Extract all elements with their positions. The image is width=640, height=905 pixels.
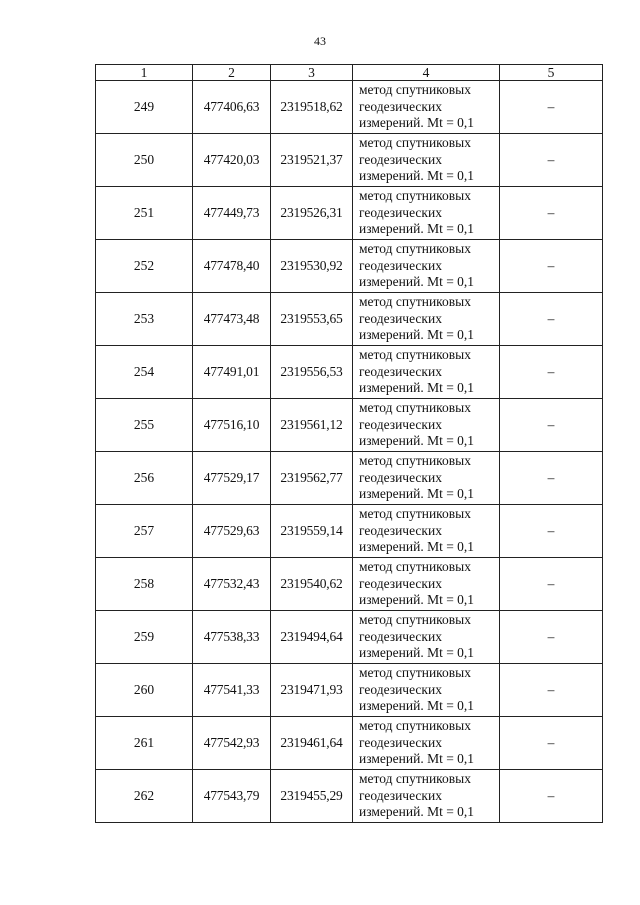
method-cell: метод спутниковых геодезических измерений. Mt = 0,1 [353,134,500,187]
header-col-5: 5 [500,65,603,81]
x-coordinate-cell: 477529,17 [193,452,271,505]
note-cell: – [500,770,603,823]
x-coordinate-cell: 477449,73 [193,187,271,240]
method-cell: метод спутниковых геодезических измерений. Mt = 0,1 [353,293,500,346]
x-coordinate-cell: 477491,01 [193,346,271,399]
x-coordinate-cell: 477541,33 [193,664,271,717]
point-number-cell: 251 [96,187,193,240]
table-row [96,452,603,505]
table-row [96,717,603,770]
y-coordinate-cell: 2319561,12 [271,399,353,452]
point-number-cell: 253 [96,293,193,346]
note-cell: – [500,81,603,134]
point-number-cell: 261 [96,717,193,770]
note-cell: – [500,664,603,717]
header-col-3: 3 [271,65,353,81]
note-cell: – [500,558,603,611]
point-number-cell: 262 [96,770,193,823]
point-number-cell: 249 [96,81,193,134]
header-col-4: 4 [353,65,500,81]
table-row [96,293,603,346]
point-number-cell: 256 [96,452,193,505]
page-number: 43 [314,34,326,48]
point-number-cell: 250 [96,134,193,187]
method-cell: метод спутниковых геодезических измерений. Mt = 0,1 [353,399,500,452]
y-coordinate-cell: 2319521,37 [271,134,353,187]
table-row [96,240,603,293]
note-cell: – [500,717,603,770]
note-cell: – [500,187,603,240]
y-coordinate-cell: 2319471,93 [271,664,353,717]
note-cell: – [500,293,603,346]
y-coordinate-cell: 2319556,53 [271,346,353,399]
point-number-cell: 260 [96,664,193,717]
note-cell: – [500,346,603,399]
table-row [96,399,603,452]
method-cell: метод спутниковых геодезических измерений. Mt = 0,1 [353,452,500,505]
header-col-1: 1 [96,65,193,81]
table-row [96,611,603,664]
method-cell: метод спутниковых геодезических измерений. Mt = 0,1 [353,770,500,823]
coordinates-table [95,64,603,823]
point-number-cell: 255 [96,399,193,452]
note-cell: – [500,134,603,187]
method-cell: метод спутниковых геодезических измерений. Mt = 0,1 [353,558,500,611]
table-row [96,346,603,399]
table-row [96,770,603,823]
x-coordinate-cell: 477543,79 [193,770,271,823]
x-coordinate-cell: 477542,93 [193,717,271,770]
method-cell: метод спутниковых геодезических измерений. Mt = 0,1 [353,187,500,240]
table-row [96,134,603,187]
x-coordinate-cell: 477532,43 [193,558,271,611]
x-coordinate-cell: 477538,33 [193,611,271,664]
method-cell: метод спутниковых геодезических измерений. Mt = 0,1 [353,505,500,558]
note-cell: – [500,452,603,505]
method-cell: метод спутниковых геодезических измерений. Mt = 0,1 [353,81,500,134]
table-row [96,187,603,240]
header-row [96,65,603,81]
table-row [96,81,603,134]
y-coordinate-cell: 2319455,29 [271,770,353,823]
method-cell: метод спутниковых геодезических измерений. Mt = 0,1 [353,664,500,717]
table-row [96,505,603,558]
point-number-cell: 259 [96,611,193,664]
table-header [96,65,603,81]
note-cell: – [500,611,603,664]
y-coordinate-cell: 2319494,64 [271,611,353,664]
table-row [96,664,603,717]
point-number-cell: 254 [96,346,193,399]
note-cell: – [500,399,603,452]
x-coordinate-cell: 477516,10 [193,399,271,452]
table-row [96,558,603,611]
x-coordinate-cell: 477420,03 [193,134,271,187]
table-body [96,81,603,823]
x-coordinate-cell: 477406,63 [193,81,271,134]
y-coordinate-cell: 2319553,65 [271,293,353,346]
y-coordinate-cell: 2319530,92 [271,240,353,293]
method-cell: метод спутниковых геодезических измерений. Mt = 0,1 [353,717,500,770]
method-cell: метод спутниковых геодезических измерений. Mt = 0,1 [353,346,500,399]
y-coordinate-cell: 2319518,62 [271,81,353,134]
method-cell: метод спутниковых геодезических измерений. Mt = 0,1 [353,240,500,293]
header-col-2: 2 [193,65,271,81]
x-coordinate-cell: 477529,63 [193,505,271,558]
y-coordinate-cell: 2319562,77 [271,452,353,505]
method-cell: метод спутниковых геодезических измерений. Mt = 0,1 [353,611,500,664]
x-coordinate-cell: 477473,48 [193,293,271,346]
point-number-cell: 257 [96,505,193,558]
note-cell: – [500,240,603,293]
note-cell: – [500,505,603,558]
x-coordinate-cell: 477478,40 [193,240,271,293]
point-number-cell: 258 [96,558,193,611]
y-coordinate-cell: 2319461,64 [271,717,353,770]
y-coordinate-cell: 2319559,14 [271,505,353,558]
y-coordinate-cell: 2319540,62 [271,558,353,611]
point-number-cell: 252 [96,240,193,293]
y-coordinate-cell: 2319526,31 [271,187,353,240]
